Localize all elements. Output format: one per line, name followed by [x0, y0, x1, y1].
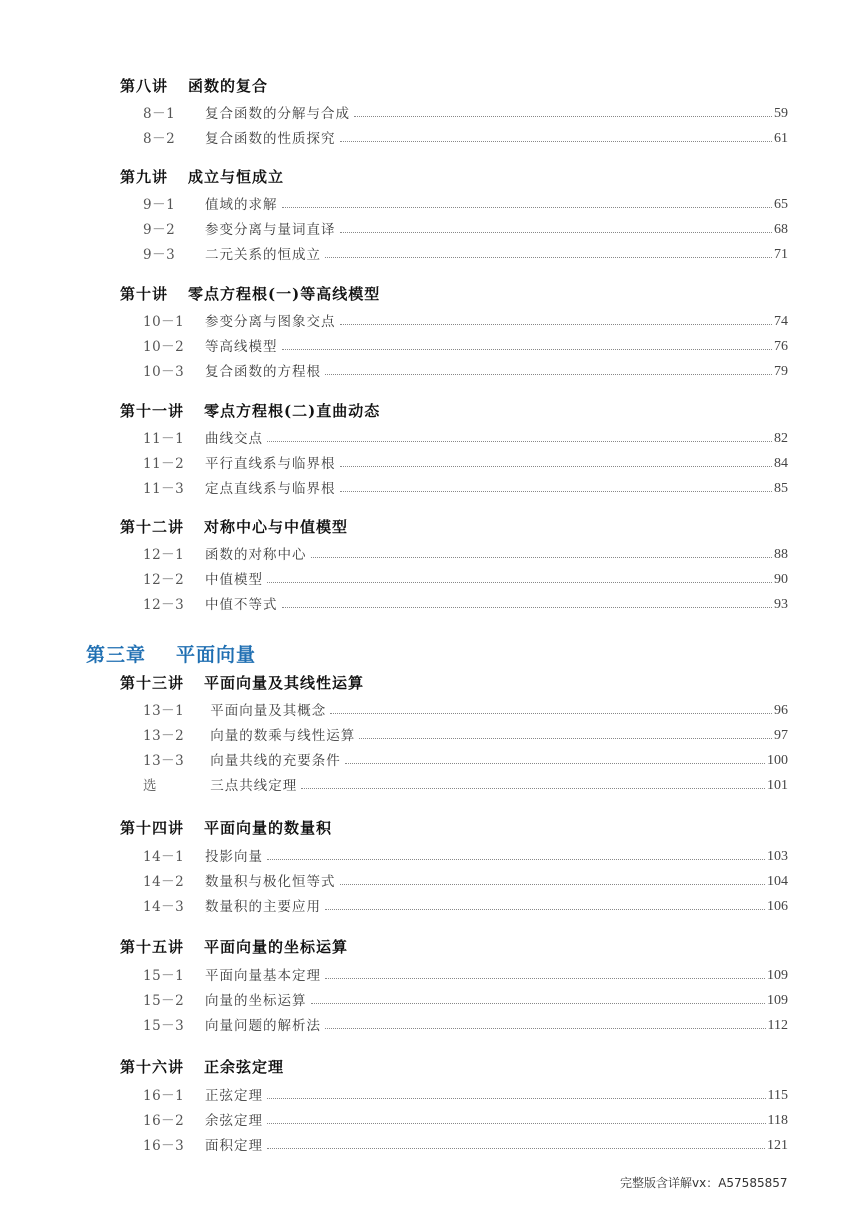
entry-title: 复合函数的分解与合成	[205, 106, 350, 122]
lecture-heading	[120, 672, 364, 693]
toc-entry[interactable]	[143, 772, 788, 794]
lecture-label: 第十三讲	[120, 674, 185, 692]
dot-leader	[282, 606, 773, 608]
lecture-heading	[120, 1056, 284, 1077]
toc-entry[interactable]	[143, 541, 788, 563]
toc-entry[interactable]	[143, 868, 788, 890]
entry-title: 函数的对称中心	[205, 547, 307, 563]
entry-title: 二元关系的恒成立	[205, 247, 321, 263]
page-number: 68	[774, 222, 788, 237]
entry-number: 13－2	[143, 728, 185, 744]
dot-leader	[325, 1027, 766, 1029]
entry-number: 11－2	[143, 456, 185, 472]
lecture-label: 第十一讲	[120, 402, 185, 420]
toc-entry[interactable]	[143, 241, 788, 263]
page-number: 109	[767, 993, 788, 1008]
entry-number: 16－3	[143, 1138, 185, 1154]
dot-leader	[354, 115, 772, 117]
entry-title: 数量积的主要应用	[205, 899, 321, 915]
entry-number: 12－3	[143, 597, 185, 613]
dot-leader	[340, 140, 773, 142]
dot-leader	[267, 581, 772, 583]
entry-number: 13－1	[143, 703, 185, 719]
lecture-title: 成立与恒成立	[188, 168, 285, 186]
page-number: 109	[767, 968, 788, 983]
toc-entry[interactable]	[143, 843, 788, 865]
page-number: 85	[774, 481, 788, 496]
lecture-title: 函数的复合	[188, 77, 269, 95]
page-number: 65	[774, 197, 788, 212]
entry-number: 15－3	[143, 1018, 185, 1034]
entry-title: 值域的求解	[205, 197, 278, 213]
chapter-title: 平面向量	[176, 644, 257, 666]
toc-entry[interactable]	[143, 308, 788, 330]
toc-entry[interactable]	[143, 333, 788, 355]
entry-number: 14－2	[143, 874, 185, 890]
entry-title: 中值不等式	[205, 597, 278, 613]
entry-title: 余弦定理	[205, 1113, 263, 1129]
toc-entry[interactable]	[143, 450, 788, 472]
page-number: 121	[767, 1138, 788, 1153]
dot-leader	[340, 231, 773, 233]
toc-entry[interactable]	[143, 191, 788, 213]
dot-leader	[282, 206, 773, 208]
dot-leader	[340, 883, 766, 885]
entry-number: 8－2	[143, 131, 176, 147]
lecture-title: 平面向量的数量积	[204, 819, 333, 837]
toc-entry[interactable]	[143, 100, 788, 122]
lecture-title: 正余弦定理	[204, 1058, 285, 1076]
entry-title: 向量问题的解析法	[205, 1018, 321, 1034]
toc-entry[interactable]	[143, 893, 788, 915]
lecture-heading	[120, 936, 348, 957]
entry-number: 11－1	[143, 431, 185, 447]
page-number: 88	[774, 547, 788, 562]
entry-number: 12－2	[143, 572, 185, 588]
lecture-label: 第十六讲	[120, 1058, 185, 1076]
dot-leader	[267, 858, 765, 860]
page-number: 112	[767, 1018, 788, 1033]
lecture-heading	[120, 817, 332, 838]
toc-entry[interactable]	[143, 358, 788, 380]
page-number: 106	[767, 899, 788, 914]
dot-leader	[325, 908, 765, 910]
toc-entry[interactable]	[143, 962, 788, 984]
page-number: 82	[774, 431, 788, 446]
lecture-title: 平面向量的坐标运算	[204, 938, 349, 956]
chapter-heading	[86, 640, 256, 667]
chapter-label: 第三章	[86, 644, 147, 666]
entry-number: 10－1	[143, 314, 185, 330]
page-number: 71	[774, 247, 788, 262]
entry-title: 面积定理	[205, 1138, 263, 1154]
entry-number: 13－3	[143, 753, 185, 769]
lecture-title: 平面向量及其线性运算	[204, 674, 365, 692]
entry-title: 复合函数的方程根	[205, 364, 321, 380]
page-number: 90	[774, 572, 788, 587]
entry-title: 参变分离与图象交点	[205, 314, 336, 330]
entry-number: 9－3	[143, 247, 176, 263]
dot-leader	[325, 256, 772, 258]
entry-title: 正弦定理	[205, 1088, 263, 1104]
entry-title: 三点共线定理	[205, 778, 298, 794]
entry-title: 等高线模型	[205, 339, 278, 355]
dot-leader	[345, 762, 765, 764]
lecture-label: 第十二讲	[120, 518, 185, 536]
toc-entry[interactable]	[143, 1082, 788, 1104]
dot-leader	[340, 465, 773, 467]
page-number: 96	[774, 703, 788, 718]
dot-leader	[311, 556, 773, 558]
page-number: 79	[774, 364, 788, 379]
entry-title: 平面向量基本定理	[205, 968, 321, 984]
page-number: 59	[774, 106, 788, 121]
dot-leader	[282, 348, 773, 350]
entry-number: 选	[143, 778, 157, 794]
lecture-heading	[120, 400, 380, 421]
page-number: 115	[767, 1088, 788, 1103]
lecture-heading	[120, 516, 348, 537]
entry-number: 9－2	[143, 222, 176, 238]
entry-title: 向量的数乘与线性运算	[205, 728, 356, 744]
entry-title: 曲线交点	[205, 431, 263, 447]
footer-note: 完整版含详解vx：A57585857	[620, 1176, 788, 1190]
dot-leader	[340, 490, 773, 492]
lecture-label: 第十五讲	[120, 938, 185, 956]
toc-entry[interactable]	[143, 747, 788, 769]
entry-number: 15－2	[143, 993, 185, 1009]
dot-leader	[267, 1097, 766, 1099]
lecture-title: 零点方程根(一)等高线模型	[188, 285, 381, 303]
lecture-title: 零点方程根(二)直曲动态	[204, 402, 381, 420]
toc-entry[interactable]	[143, 125, 788, 147]
page-number: 61	[774, 131, 788, 146]
toc-entry[interactable]	[143, 591, 788, 613]
toc-entry[interactable]	[143, 566, 788, 588]
dot-leader	[267, 1147, 765, 1149]
dot-leader	[325, 977, 765, 979]
lecture-label: 第八讲	[120, 77, 169, 95]
page-number: 84	[774, 456, 788, 471]
entry-title: 投影向量	[205, 849, 263, 865]
page-number: 76	[774, 339, 788, 354]
toc-entry[interactable]	[143, 697, 788, 719]
entry-number: 12－1	[143, 547, 185, 563]
toc-entry[interactable]	[143, 987, 788, 1009]
lecture-heading	[120, 75, 268, 96]
dot-leader	[325, 373, 772, 375]
page-number: 100	[767, 753, 788, 768]
entry-title: 平行直线系与临界根	[205, 456, 336, 472]
dot-leader	[267, 440, 772, 442]
lecture-heading	[120, 166, 284, 187]
entry-title: 定点直线系与临界根	[205, 481, 336, 497]
entry-title: 向量共线的充要条件	[205, 753, 341, 769]
toc-entry[interactable]	[143, 1107, 788, 1129]
toc-entry[interactable]	[143, 1132, 788, 1154]
entry-number: 8－1	[143, 106, 176, 122]
lecture-label: 第十讲	[120, 285, 169, 303]
dot-leader	[267, 1122, 766, 1124]
lecture-heading	[120, 283, 380, 304]
toc-entry[interactable]	[143, 425, 788, 447]
page-number: 103	[767, 849, 788, 864]
entry-number: 15－1	[143, 968, 185, 984]
page-number: 93	[774, 597, 788, 612]
entry-number: 10－3	[143, 364, 185, 380]
dot-leader	[330, 712, 772, 714]
toc-entry[interactable]	[143, 475, 788, 497]
entry-number: 14－3	[143, 899, 185, 915]
lecture-label: 第十四讲	[120, 819, 185, 837]
entry-title: 中值模型	[205, 572, 263, 588]
entry-number: 16－1	[143, 1088, 185, 1104]
entry-number: 16－2	[143, 1113, 185, 1129]
entry-title: 向量的坐标运算	[205, 993, 307, 1009]
page-number: 118	[767, 1113, 788, 1128]
entry-title: 参变分离与量词直译	[205, 222, 336, 238]
entry-number: 9－1	[143, 197, 176, 213]
dot-leader	[311, 1002, 766, 1004]
page-number: 104	[767, 874, 788, 889]
toc-entry[interactable]	[143, 1012, 788, 1034]
dot-leader	[359, 737, 772, 739]
toc-entry[interactable]	[143, 216, 788, 238]
lecture-title: 对称中心与中值模型	[204, 518, 349, 536]
page-number: 101	[767, 778, 788, 793]
entry-title: 平面向量及其概念	[205, 703, 327, 719]
dot-leader	[340, 323, 773, 325]
lecture-label: 第九讲	[120, 168, 169, 186]
entry-title: 数量积与极化恒等式	[205, 874, 336, 890]
entry-title: 复合函数的性质探究	[205, 131, 336, 147]
entry-number: 10－2	[143, 339, 185, 355]
page-number: 97	[774, 728, 788, 743]
toc-entry[interactable]	[143, 722, 788, 744]
dot-leader	[301, 787, 765, 789]
entry-number: 14－1	[143, 849, 185, 865]
entry-number: 11－3	[143, 481, 185, 497]
page-number: 74	[774, 314, 788, 329]
